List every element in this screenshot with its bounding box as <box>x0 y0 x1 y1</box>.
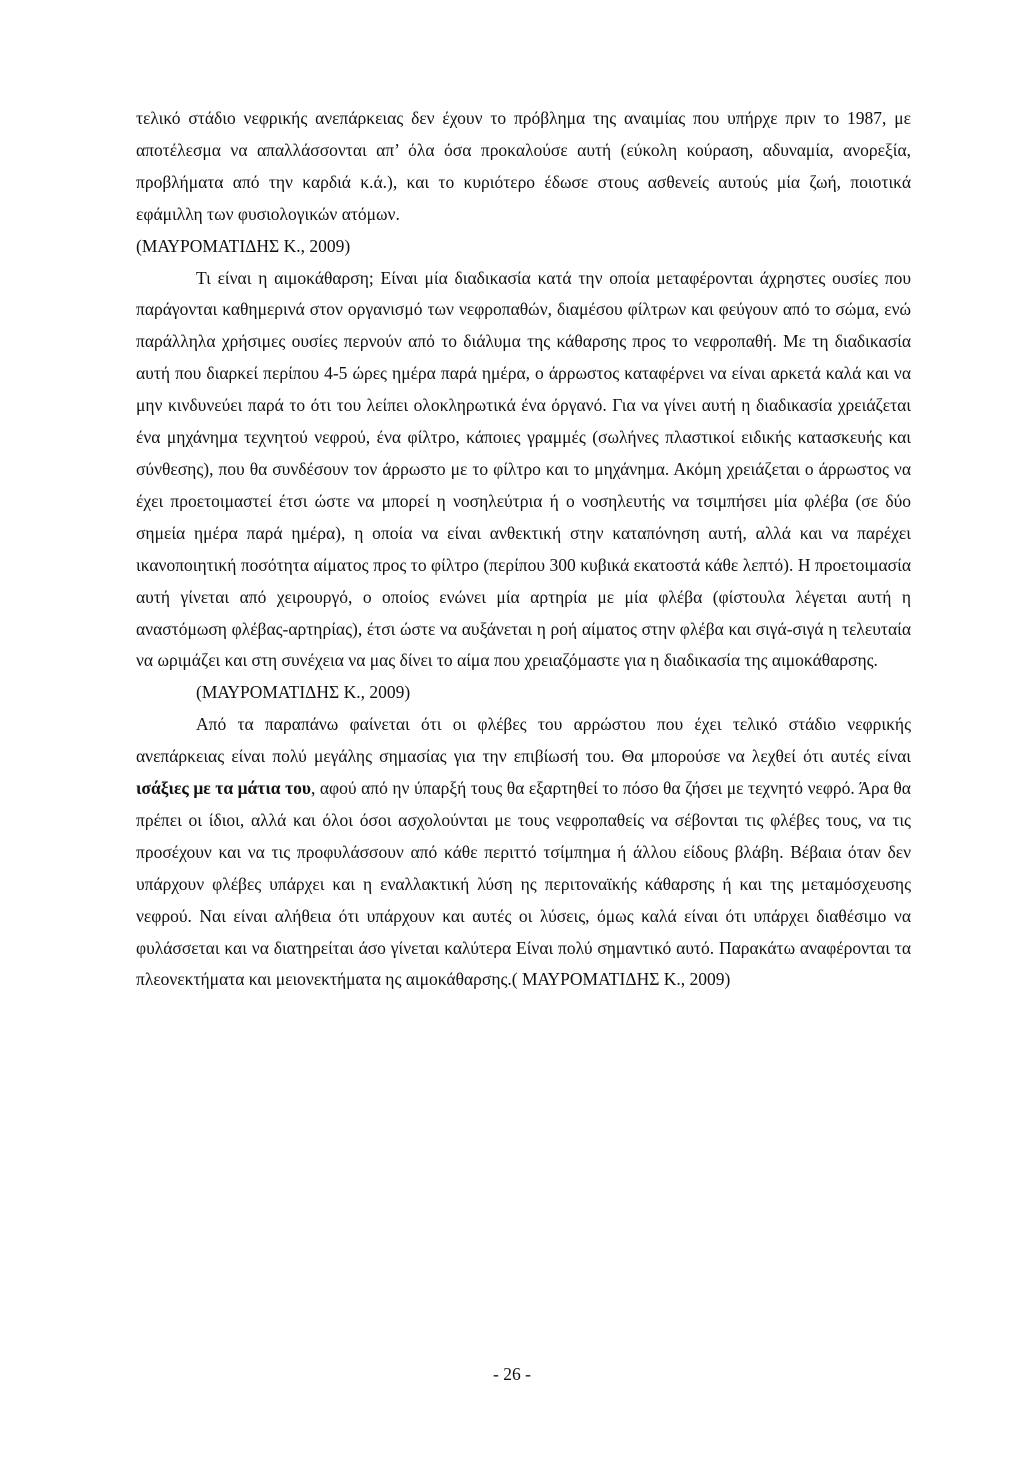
paragraph-3 <box>136 709 911 996</box>
paragraph-3-bold-phrase: ισάξιες με τα μάτια του <box>136 778 311 799</box>
paragraph-2-text: Τι είναι η αιμοκάθαρση; Είναι μία διαδικασία κατά την οποία μεταφέρονται άχρηστες ουσίες που παράγονται καθημερινά στον οργανισμό των νεφροπαθών, διαμέσου φίλτρων και φεύγουν από το σώμα, ενώ παράλληλα χρήσιμες ουσίες περνούν από το διάλυμα της κάθαρσης προς το νεφροπαθή. Με τη διαδικασία αυτή που διαρκεί περίπου 4-5 ώρες ημέρα παρά ημέρα, ο άρρωστος καταφέρνει να είναι αρκετά καλά και να μην κινδυνεύει παρά το ότι του λείπει ολοκληρωτικά ένα όργανό. Για να γίνει αυτή η διαδικασία χρειάζεται ένα μηχάνημα τεχνητού νεφρού, ένα φίλτρο, κάποιες γραμμές (σωλήνες πλαστικοί ειδικής κατασκευής και σύνθεσης), που θα συνδέσουν τον άρρωστο με το φίλτρο και το μηχάνημα. Ακόμη χρειάζεται ο άρρωστος να έχει προετοιμαστεί έτσι ώστε να μπορεί η νοσηλεύτρια ή ο νοσηλευτής να τσιμπήσει μία φλέβα (σε δύο σημεία ημέρα παρά ημέρα), η οποία να είναι ανθεκτική στην καταπόνηση αυτή, αλλά και να παρέχει ικανοποιητική ποσότητα αίματος προς το φίλτρο (περίπου 300 κυβικά εκατοστά κάθε λεπτό). Η προετοιμασία αυτή γίνεται από χειρουργό, ο οποίος ενώνει μία αρτηρία με μία φλέβα (φίστουλα λέγεται αυτή η αναστόμωση φλέβας-αρτηρίας), έτσι ώστε να αυξάνεται η ροή αίματος στην φλέβα και σιγά-σιγά η τελευταία να ωριμάζει και στη συνέχεια να μας δίνει το αίμα που χρειαζόμαστε για η διαδικασία της αιμοκάθαρσης. <box>136 267 911 671</box>
paragraph-3-text-start: Από τα παραπάνω φαίνεται ότι οι φλέβες του αρρώστου που έχει τελικό στάδιο νεφρικής ανεπάρκειας είναι πολύ μεγάλης σημασίας για την επιβίωσή του. Θα μπορούσε να λεχθεί ότι αυτές είναι <box>136 714 911 767</box>
paragraph-2-citation: (ΜΑΥΡΟΜΑΤΙΔΗΣ Κ., 2009) <box>196 682 411 703</box>
paragraph-2 <box>136 263 911 710</box>
paragraph-1-text: τελικό στάδιο νεφρικής ανεπάρκειας δεν έχουν το πρόβλημα της αναιμίας που υπήρχε πριν το 1987, με αποτέλεσμα να απαλλάσσονται απ’ όλα όσα προκαλούσε αυτή (εύκολη κούραση, αδυναμία, ανορεξία, προβλήματα από την καρδιά κ.ά.), και το κυριότερο έδωσε στους ασθενείς αυτούς μία ζωή, ποιοτικά εφάμιλλη των φυσιολογικών ατόμων. <box>136 108 911 224</box>
document-body <box>136 103 911 996</box>
paragraph-1-citation: (ΜΑΥΡΟΜΑΤΙΔΗΣ Κ., 2009) <box>136 235 351 256</box>
paragraph-3-text-end: , αφού από ην ύπαρξή τους θα εξαρτηθεί το πόσο θα ζήσει με τεχνητό νεφρό. Άρα θα πρέπει οι ίδιοι, αλλά και όλοι όσοι ασχολούνται με τους νεφροπαθείς να σέβονται τις φλέβες τους, να τις προσέχουν και να τις προφυλάσσουν από κάθε περιττό τσίμπημα ή άλλου είδους βλάβη. Βέβαια όταν δεν υπάρχουν φλέβες υπάρχει και η εναλλακτική λύση ης περιτοναϊκής κάθαρσης ή και της μεταμόσχευσης νεφρού. Ναι είναι αλήθεια ότι υπάρχουν και αυτές οι λύσεις, όμως καλά είναι ότι υπάρχει διαθέσιμο να φυλάσσεται και να διατηρείται άσο γίνεται καλύτερα Είναι πολύ σημαντικό αυτό. Παρακάτω αναφέρονται τα πλεονεκτήματα και μειονεκτήματα ης αιμοκάθαρσης.( ΜΑΥΡΟΜΑΤΙΔΗΣ Κ., 2009) <box>136 778 911 990</box>
page-number: - 26 - <box>493 1364 531 1384</box>
paragraph-1 <box>136 103 911 263</box>
